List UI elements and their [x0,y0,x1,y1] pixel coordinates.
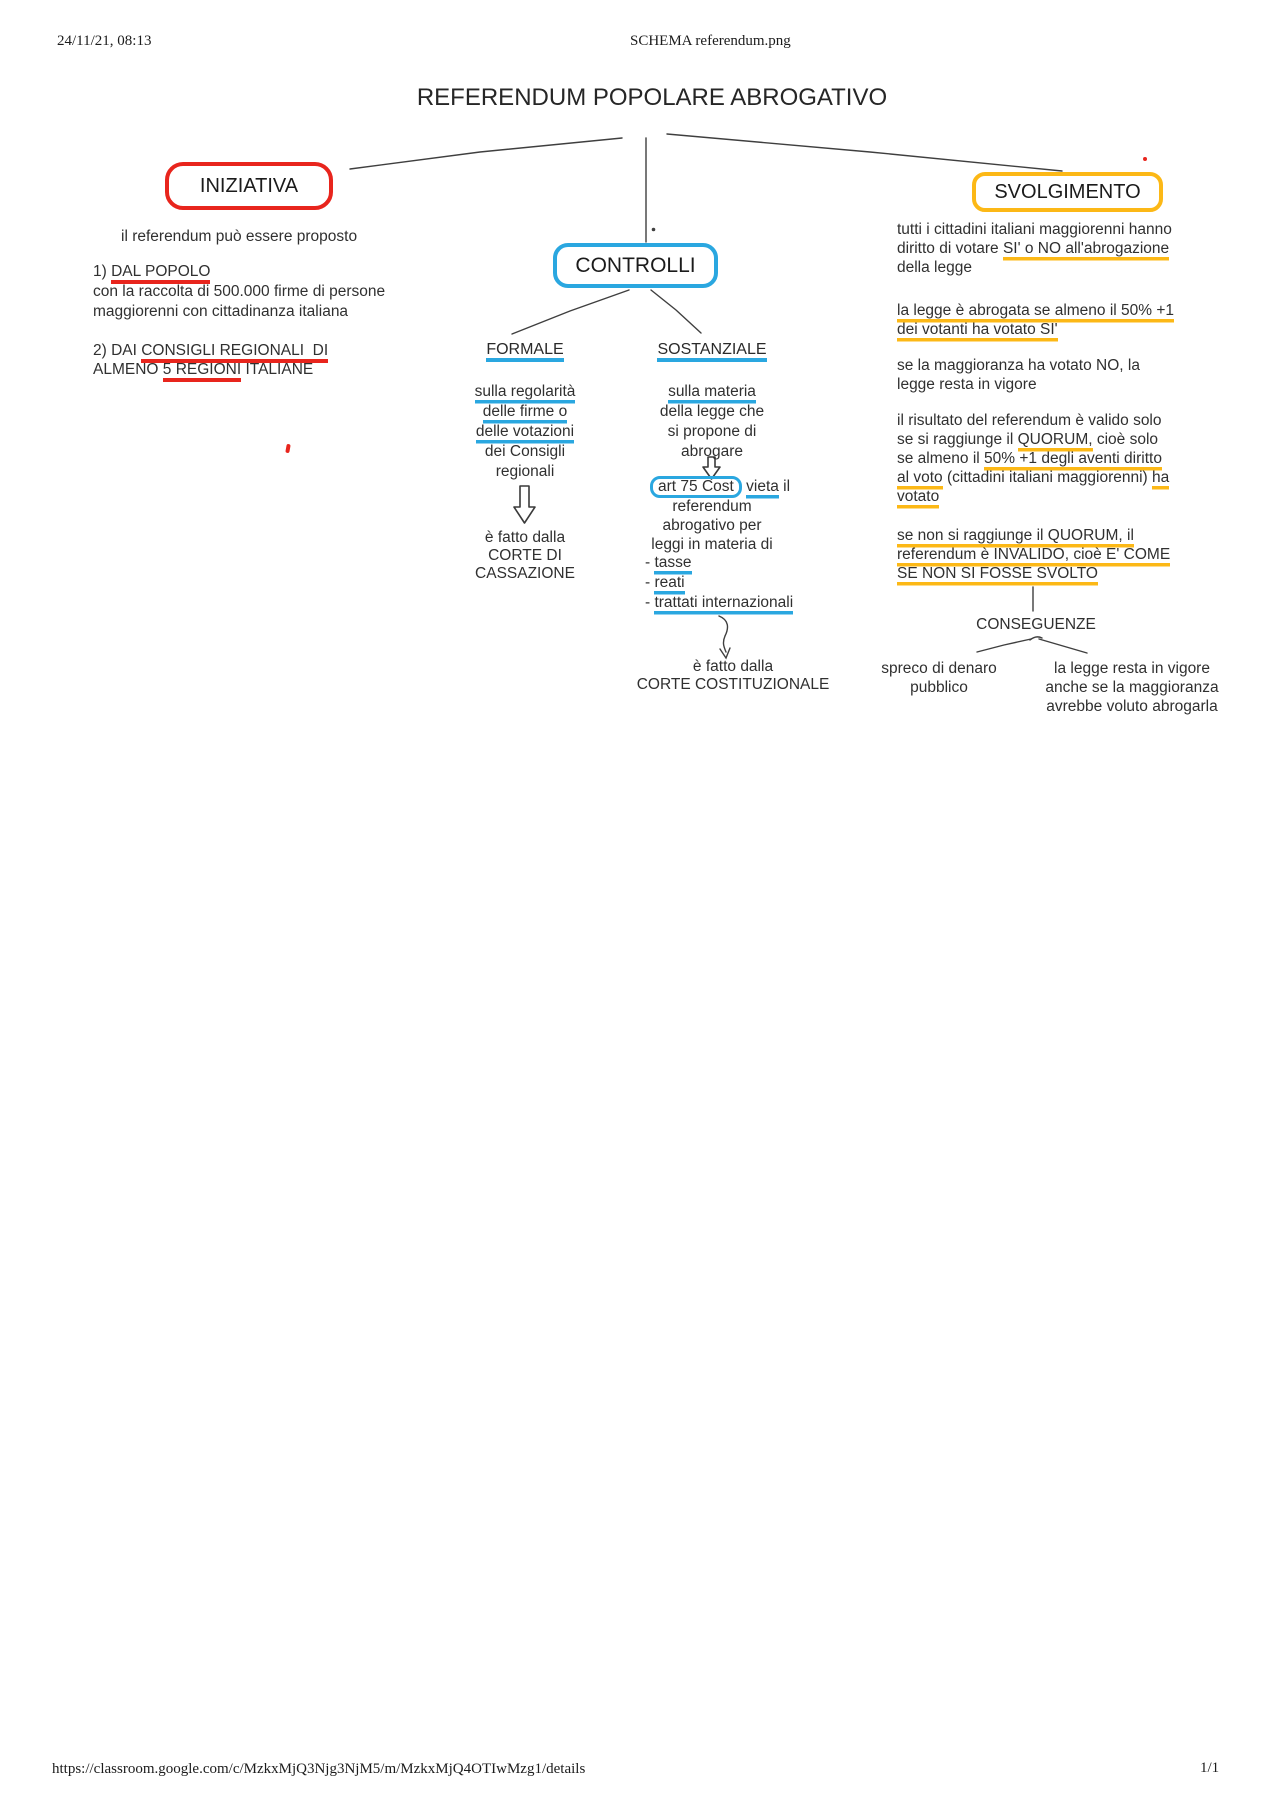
iniziativa-point-1 [93,262,385,322]
p4-l2-underlined: QUORUM, [1017,431,1093,448]
sostanziale-heading [628,341,796,359]
point-1-underlined: DAL POPOLO [111,263,211,280]
svolgimento-p1-l1: tutti i cittadini italiani maggiorenni hanno [897,221,1172,238]
p1-l2-plain: diritto di votare [897,240,1003,257]
point-1-line-2: con la raccolta di 500.000 firme di persone [93,283,386,300]
line-controlli-sostanziale [651,290,701,333]
vieta-suffix: il [778,478,791,495]
bullet-reati [628,573,796,593]
svolgimento-p4-l4 [897,468,1237,487]
footer-url: https://classroom.google.com/c/MzkxMjQ3Njg3NjM5/m/MzkxMjQ4OTIwMzg1/details [52,1761,586,1777]
stray-red-dot [1143,157,1147,161]
formale-heading [445,341,605,359]
svolgimento-label: SVOLGIMENTO [994,180,1141,203]
sostanziale-line-5: referendum [672,498,752,515]
svolgimento-p4-l5 [897,487,1237,506]
controlli-label: CONTROLLI [575,253,696,277]
iniziativa-label: INIZIATIVA [199,174,299,197]
svolgimento-p4-l3 [897,449,1237,468]
conseguenze-label: CONSEGUENZE [976,616,1096,633]
bullet-tasse-text: tasse [654,554,692,571]
svolgimento-p2-l1 [897,301,1232,320]
curly-arrow-shaft [719,616,727,652]
formale-line-2-text: delle firme o [482,403,568,420]
p2-l2-underlined: dei votanti ha votato SI' [897,321,1058,338]
svolgimento-p2 [897,301,1232,339]
formale-result-line-2: CORTE DI [488,547,562,564]
p4-l4-underlined-2: ha [1152,469,1170,486]
p4-l2-plain: se si raggiunge il [897,431,1018,448]
point-2-line-1 [93,341,328,360]
sostanziale-lines [628,382,796,462]
sostanziale-line-7: leggi in materia di [651,536,773,553]
sostanziale-line-1-text: sulla materia [668,383,756,400]
bullet-dash: - [645,574,655,591]
line-conseguenze-left [977,639,1031,652]
formale-line-3 [445,422,605,442]
art-75-box: art 75 Cost [650,476,742,498]
svolgimento-p3-l2: legge resta in vigore [897,376,1037,393]
p2-l1-underlined: la legge è abrogata se almeno il 50% +1 [897,302,1175,319]
sostanziale-result-line-2: CORTE COSTITUZIONALE [636,676,830,693]
p4-l4-underlined-1: al voto [897,469,943,486]
sostanziale-line-4: abrogare [680,443,744,460]
bullet-tasse [628,553,796,573]
sostanziale-line-3: si propone di [667,423,757,440]
header-filename: SCHEMA referendum.png [630,33,791,49]
formale-line-1-text: sulla regolarità [474,383,576,400]
svolgimento-p5-l1 [897,526,1237,545]
p4-l3-plain: se almeno il [897,450,985,467]
point-2-underlined: CONSIGLI REGIONALI DI [141,342,329,359]
svolgimento-p1-l2 [897,239,1232,258]
vieta-underlined: vieta [746,478,779,495]
p5-l2-underlined: referendum è INVALIDO, cioè E' COME [897,546,1171,563]
point-1-number: 1) [93,263,112,280]
bullet-dash: - [645,554,655,571]
header-datetime: 24/11/21, 08:13 [57,33,152,49]
p5-l3-underlined: SE NON SI FOSSE SVOLTO [897,565,1098,582]
svolgimento-p5-l2 [897,545,1237,564]
svolgimento-p1 [897,220,1232,277]
conseguenze-left [874,659,1004,697]
conseguenze-right-line-2: anche se la maggioranza [1045,679,1219,696]
sostanziale-bullets [628,553,796,613]
stray-dot [652,228,656,232]
formale-column [445,341,605,359]
p4-l4-plain: (cittadini italiani maggiorenni) [942,469,1153,486]
svolgimento-p3-l1: se la maggioranza ha votato NO, la [897,357,1140,374]
formale-line-5: regionali [495,463,555,480]
svolgimento-p1-l3: della legge [897,259,972,276]
formale-line-3-text: delle votazioni [475,423,575,440]
diagram-title: REFERENDUM POPOLARE ABROGATIVO [416,84,888,111]
art-75-line [650,476,790,498]
svolgimento-node [972,172,1163,212]
sostanziale-column [628,341,796,359]
conseguenze-right-line-1: la legge resta in vigore [1054,660,1210,677]
p4-l2-plain-2: cioè solo [1092,431,1159,448]
p5-l1-underlined: se non si raggiunge il QUORUM, il [897,527,1134,544]
iniziativa-point-2 [93,341,328,379]
point-2-prefix: 2) DAI [93,342,142,359]
bullet-dash: - [645,594,655,611]
svolgimento-p3 [897,356,1232,394]
bullet-trattati [628,593,796,613]
svolgimento-p4 [897,411,1237,506]
conseguenze-right-line-3: avrebbe voluto abrogarla [1046,698,1218,715]
sostanziale-result [628,658,838,694]
p4-l3-underlined: 50% +1 degli aventi diritto [984,450,1162,467]
formale-heading-text: FORMALE [486,341,564,358]
sostanziale-heading-text: SOSTANZIALE [657,341,767,358]
sostanziale-line-6: abrogativo per [662,517,762,534]
line-conseguenze-right [1039,639,1087,653]
branch-line-iniziativa [350,138,622,169]
iniziativa-intro: il referendum può essere proposto [121,228,358,245]
iniziativa-node [165,162,333,210]
sostanziale-line-2: della legge che [659,403,765,420]
formale-result [445,529,605,583]
branch-line-svolgimento [667,134,1062,171]
point-2-line-2 [93,360,328,379]
svolgimento-p4-l2 [897,430,1237,449]
sostanziale-lines-2 [628,497,796,554]
svolgimento-p4-l1: il risultato del referendum è valido solo [897,412,1162,429]
conseguenze-left-line-2: pubblico [910,679,968,696]
formale-line-1 [445,382,605,402]
down-arrow-formale-icon [514,486,535,523]
formale-result-line-1: è fatto dalla [484,529,566,546]
controlli-node [553,243,718,288]
svolgimento-p5 [897,526,1237,583]
conseguenze-right [1038,659,1226,716]
formale-lines [445,382,605,482]
bullet-reati-text: reati [654,574,685,591]
formale-result-line-3: CASSAZIONE [475,565,575,582]
formale-line-4: dei Consigli [484,443,566,460]
sostanziale-line-1 [628,382,796,402]
point-2-line2-underlined: 5 REGIONI [162,361,242,378]
point-1-line-1 [93,262,385,282]
p4-l5-underlined: votato [897,488,940,505]
sostanziale-result-line-1: è fatto dalla [692,658,774,675]
line-controlli-formale [512,290,629,334]
svolgimento-p2-l2 [897,320,1232,339]
bullet-trattati-text: trattati internazionali [654,594,794,611]
conseguenze-left-line-1: spreco di denaro [881,660,997,677]
formale-line-2 [445,402,605,422]
point-2-line2-post: ITALIANE [241,361,314,378]
footer-page-indicator: 1/1 [1200,1760,1220,1776]
p1-l2-underlined: SI' o NO all'abrogazione [1002,240,1170,257]
point-1-line-3: maggiorenni con cittadinanza italiana [93,303,349,320]
svolgimento-p5-l3 [897,564,1237,583]
point-2-line2-pre: ALMENO [93,361,163,378]
